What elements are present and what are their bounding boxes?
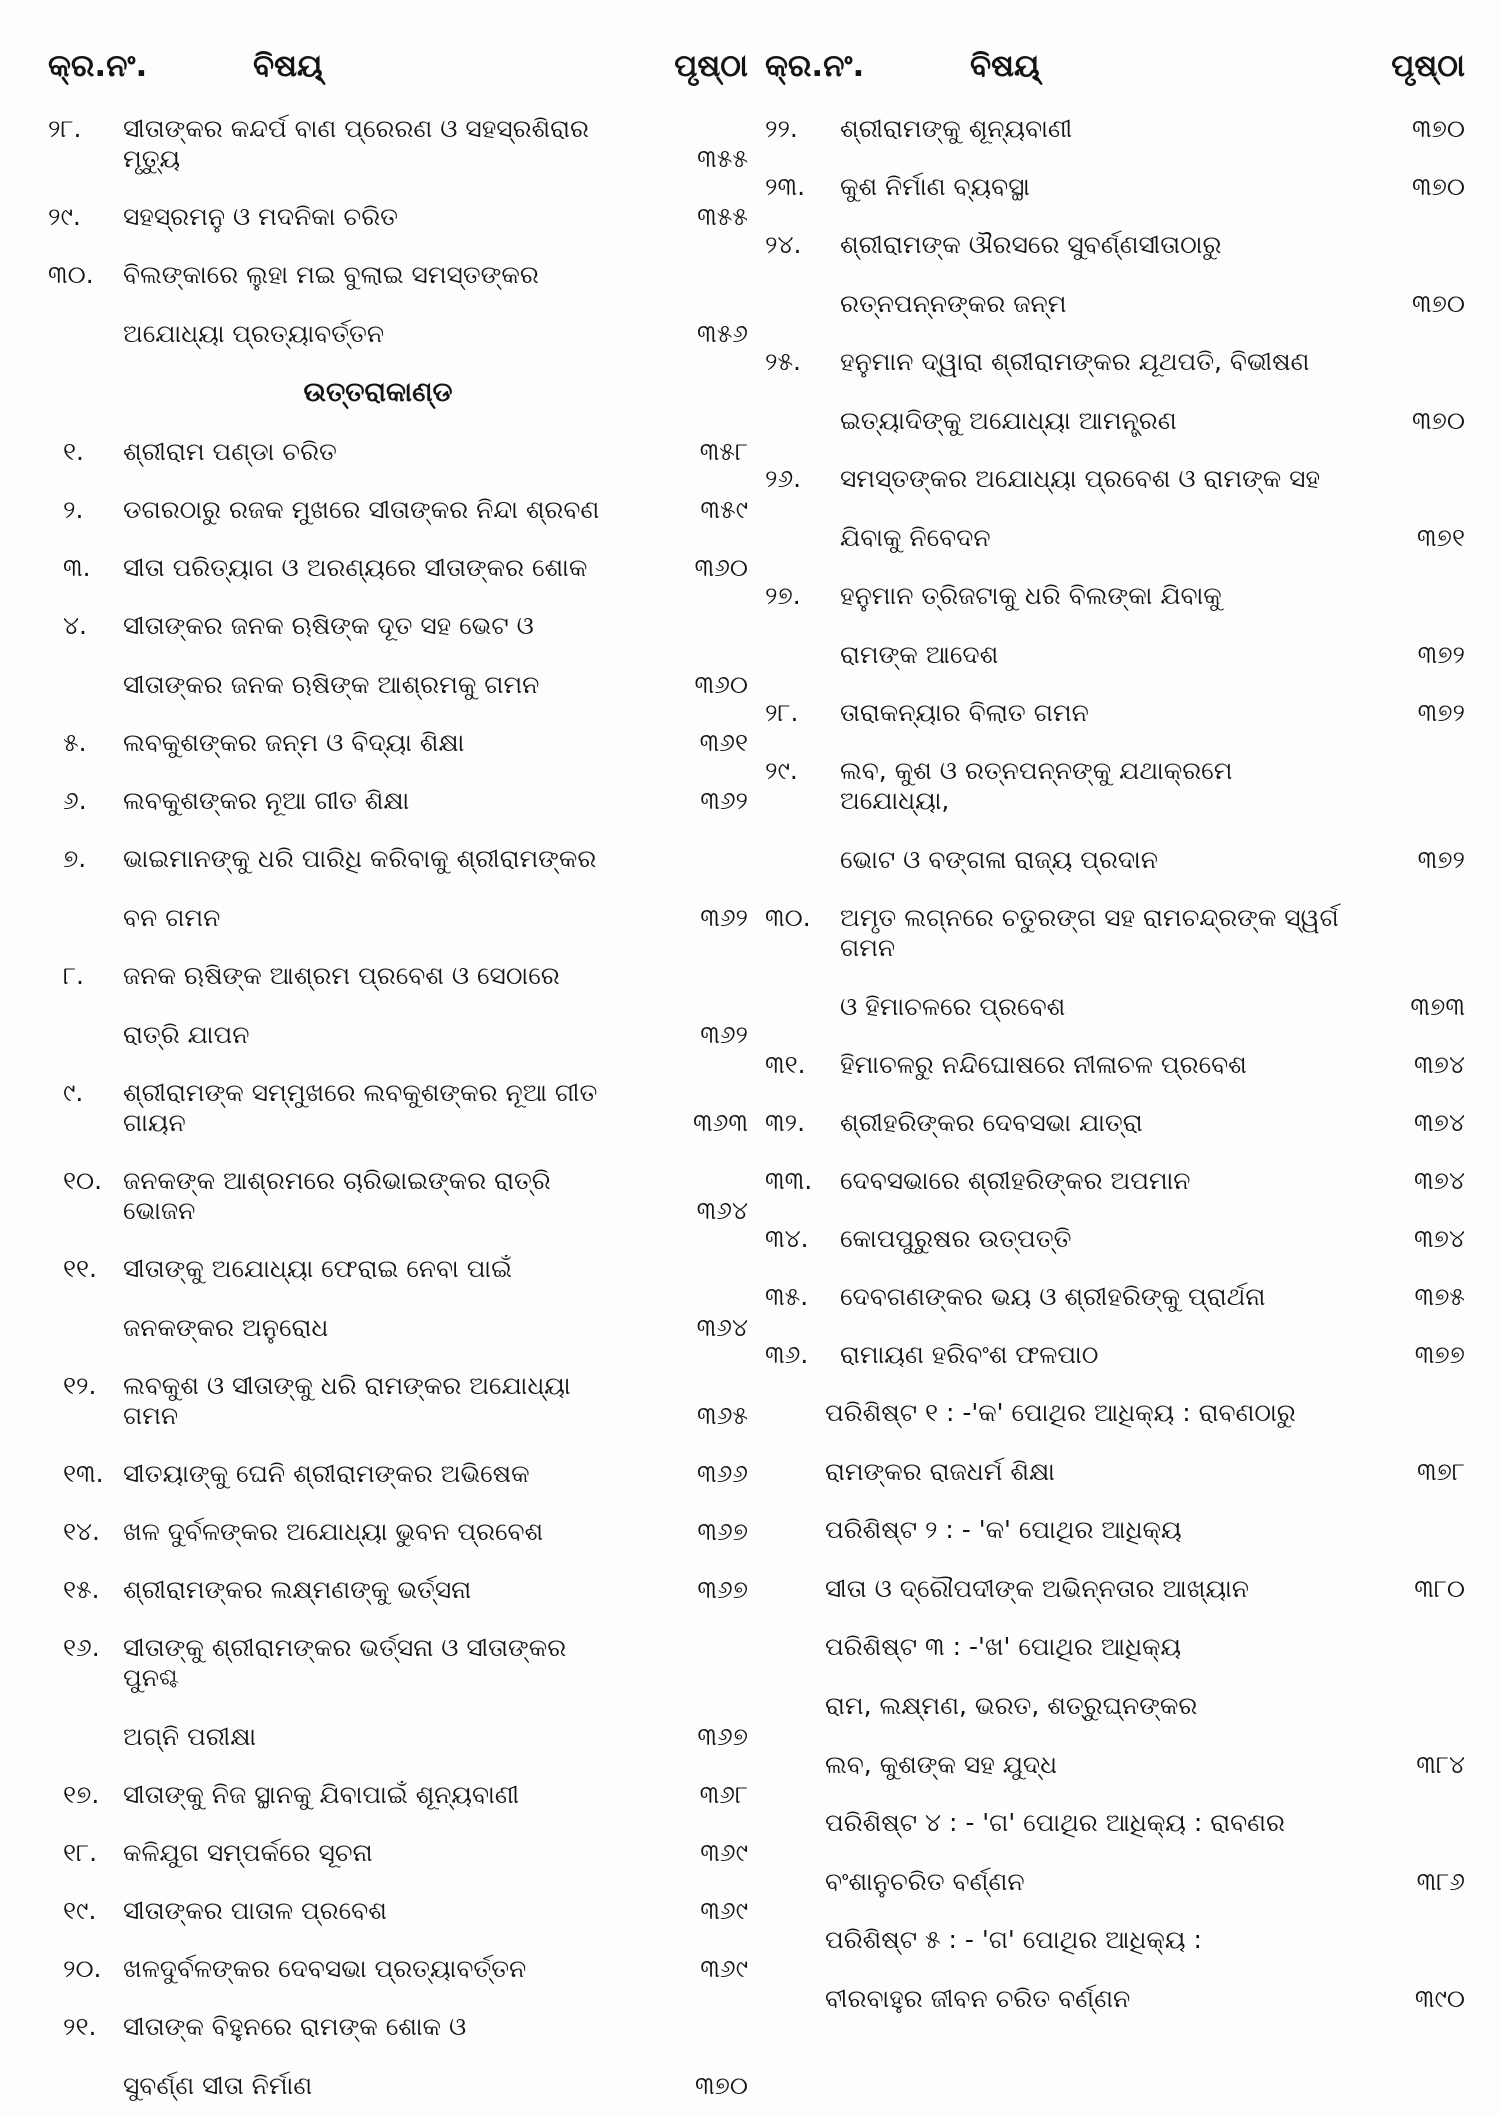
entry-title-line: ଶ୍ରୀରାମ ପଣ୍ଡା ଚରିତ: [123, 437, 337, 466]
entry-title-line: ହନୁମାନ ଦ୍ୱାରା ଶ୍ରୀରାମଙ୍କର ଯୂଥପତି, ବିଭୀଷଣ: [840, 347, 1310, 376]
entry-title-line: ସୀତା ପରିତ୍ୟାଗ ଓ ଅରଣ୍ୟରେ ସୀତାଙ୍କର ଶୋକ: [123, 553, 588, 582]
entry-title-line: ସମସ୍ତଙ୍କର ଅଯୋଧ୍ୟା ପ୍ରବେଶ ଓ ରାମଙ୍କ ସହ: [840, 464, 1321, 493]
entry-title: [123, 260, 630, 349]
toc-entry: [765, 450, 1465, 567]
entry-title-line: ଯିବାକୁ ନିବେଦନ: [840, 523, 991, 552]
entry-number: ୨୯.: [48, 202, 81, 231]
toc-column-left: [48, 40, 748, 2115]
entry-title-line: ସୀତାଙ୍କର ଜନକ ଋଷିଙ୍କ ଦୂତ ସହ ଭେଟ ଓ: [123, 611, 534, 640]
entry-title: [123, 437, 630, 467]
entry-title: [123, 1896, 630, 1926]
entry-title: [840, 230, 1347, 319]
entry-title: [123, 114, 630, 174]
toc-entry: [765, 158, 1465, 216]
toc-entry: [48, 1240, 748, 1357]
entry-title: [825, 1398, 1347, 1487]
entry-title-line: ହିମାଚଳରୁ ନନ୍ଦିଘୋଷରେ ନୀଳାଚଳ ପ୍ରବେଶ: [840, 1050, 1247, 1079]
entry-title-line: ରାମଙ୍କ ଆଦେଶ: [840, 640, 999, 669]
entry-title: [123, 844, 630, 933]
entry-number: ୧୮.: [63, 1838, 98, 1867]
entry-title: [840, 1050, 1347, 1080]
entry-title-line: ସୀତୟାଙ୍କୁ ଘେନି ଶ୍ରୀରାମଙ୍କର ଅଭିଷେକ: [123, 1459, 530, 1488]
entry-title-line: ବନ ଗମନ: [123, 903, 221, 932]
entry-title: [123, 961, 630, 1050]
entry-page-number: ୩୭୦: [694, 2071, 748, 2100]
entry-number: ୨୩.: [765, 172, 806, 201]
entry-title: [840, 464, 1347, 553]
entry-number: ୧୦.: [63, 1166, 103, 1195]
entry-page-number: ୩୯୦: [1414, 1984, 1465, 2013]
toc-entry: [48, 1882, 748, 1940]
entry-page-number: ୩୬୪: [696, 1196, 748, 1225]
entry-title: [123, 728, 630, 758]
entry-page-number: ୩୭୨: [1417, 845, 1465, 874]
entry-page-number: ୩୬୬: [696, 1459, 748, 1488]
entry-page-number: ୩୭୭: [1414, 1340, 1465, 1369]
entry-page-number: ୩୫୫: [697, 144, 748, 173]
entry-page-number: ୩୭୦: [1411, 289, 1465, 318]
toc-entry: [765, 100, 1465, 158]
entry-number: ୨୬.: [765, 464, 802, 493]
entry-number: ୧୧.: [63, 1254, 97, 1283]
toc-entry: [765, 889, 1465, 1036]
entry-page-number: ୩୬୯: [700, 1954, 748, 1983]
entry-number: ୬.: [63, 786, 87, 815]
entry-number: ୩୦.: [48, 260, 94, 289]
entry-title-line: ଜନକ ଋଷିଙ୍କ ଆଶ୍ରମ ପ୍ରବେଶ ଓ ସେଠାରେ: [123, 961, 560, 990]
entry-page-number: ୩୫୬: [697, 319, 748, 348]
entry-page-number: ୩୫୮: [699, 437, 748, 466]
entry-page-number: ୩୭୨: [1417, 640, 1465, 669]
entry-page-number: ୩୬୯: [700, 1838, 748, 1867]
entry-title-line: ସୁବର୍ଣ୍ଣ ସୀତା ନିର୍ମାଣ: [123, 2071, 313, 2100]
toc-entry: [48, 1824, 748, 1882]
entry-number: ୩୫.: [765, 1282, 809, 1311]
entry-number: ୨୮.: [48, 114, 82, 143]
appendix-entry: [765, 1911, 1465, 2028]
entry-title-line: କଳିଯୁଗ ସମ୍ପର୍କରେ ସୂଚନା: [123, 1838, 373, 1867]
entry-page-number: ୩୭୮: [1416, 1457, 1465, 1486]
entry-title-line: ବଂଶାନୁଚରିତ ବର୍ଣ୍ଣନ: [825, 1867, 1025, 1896]
entry-title-line: ରାମ, ଲକ୍ଷ୍ମଣ, ଭରତ, ଶତ୍ରୁଘ୍ନଙ୍କର: [825, 1691, 1198, 1720]
toc-entry: [48, 714, 748, 772]
column-header: [765, 40, 1465, 100]
entry-page-number: ୩୬୦: [694, 670, 748, 699]
entry-title-line: ସୀତାଙ୍କର ଜନକ ଋଷିଙ୍କ ଆଶ୍ରମକୁ ଗମନ: [123, 670, 540, 699]
entry-page-number: ୩୭୧: [1417, 523, 1465, 552]
toc-list-lanka-kanda: [48, 100, 748, 363]
header-subject: ବିଷୟ୍: [253, 48, 323, 84]
entry-page-number: ୩୬୭: [697, 1517, 748, 1546]
entry-number: ୩୬.: [765, 1340, 809, 1369]
entry-page-number: ୩୮୪: [1416, 1750, 1465, 1779]
entry-title-line: ଖଳଦୁର୍ବଳଙ୍କର ଦେବସଭା ପ୍ରତ୍ୟାବର୍ତ୍ତନ: [123, 1954, 527, 1983]
entry-title: [840, 172, 1347, 202]
entry-number: ୧୪.: [63, 1517, 100, 1546]
entry-title: [123, 1575, 630, 1605]
toc-entry: [48, 1503, 748, 1561]
entry-title-line: ସୀତାଙ୍କ ବିହୁନରେ ରାମଙ୍କ ଶୋକ ଓ: [123, 2012, 467, 2041]
toc-entry: [48, 1561, 748, 1619]
entry-page-number: ୩୮୦: [1414, 1574, 1465, 1603]
entry-title-line: ଲବକୁଶ ଓ ସୀତାଙ୍କୁ ଧରି ରାମଙ୍କର ଅଯୋଧ୍ୟା ଗମନ: [123, 1371, 571, 1430]
entry-title-line: ଦେବଗଣଙ୍କର ଭୟ ଓ ଶ୍ରୀହରିଙ୍କୁ ପ୍ରାର୍ଥନା: [840, 1282, 1266, 1311]
toc-entry: [765, 1268, 1465, 1326]
entry-number: ୮.: [63, 961, 84, 990]
entry-title-line: ଲବକୁଶଙ୍କର ଜନ୍ମ ଓ ବିଦ୍ୟା ଶିକ୍ଷା: [123, 728, 465, 757]
entry-number: ୨.: [63, 495, 84, 524]
entry-title-line: ଶ୍ରୀରାମଙ୍କ ଔରସରେ ସୁବର୍ଣ୍ଣସୀତାଠାରୁ: [840, 230, 1222, 259]
entry-title-line: ପରିଶିଷ୍ଟ ୧ : -'କ' ପୋଥିର ଆଧିକ୍ୟ : ରାବଣଠାରୁ: [825, 1398, 1296, 1427]
entry-page-number: ୩୬୨: [700, 1020, 748, 1049]
entry-title: [123, 1254, 630, 1343]
entry-page-number: ୩୬୨: [700, 786, 748, 815]
toc-entry: [48, 1940, 748, 1998]
entry-number: ୧୬.: [63, 1633, 100, 1662]
entry-title-line: ହନୁମାନ ତ୍ରିଜଟାକୁ ଧରି ବିଲଙ୍କା ଯିବାକୁ: [840, 581, 1222, 610]
header-page: ପୃଷ୍ଠା: [674, 48, 748, 84]
toc-list-right: [765, 100, 1465, 1384]
entry-page-number: ୩୬୭: [697, 1575, 748, 1604]
entry-title-line: ଶ୍ରୀହରିଙ୍କର ଦେବସଭା ଯାତ୍ରା: [840, 1108, 1143, 1137]
entry-page-number: ୩୭୪: [1414, 1108, 1465, 1137]
entry-title-line: ରାମାୟଣ ହରିବଂଶ ଫଳପାଠ: [840, 1340, 1099, 1369]
toc-entry: [765, 1210, 1465, 1268]
entry-number: ୫.: [63, 728, 87, 757]
entry-page-number: ୩୭୫: [1414, 1282, 1465, 1311]
toc-column-right: [765, 40, 1465, 2028]
entry-page-number: ୩୭୦: [1411, 172, 1465, 201]
entry-page-number: ୩୬୧: [699, 728, 748, 757]
entry-title: [825, 1808, 1347, 1897]
entry-title: [840, 347, 1347, 436]
entry-title: [123, 202, 630, 232]
entry-title: [123, 1838, 630, 1868]
entry-number: ୩୩.: [765, 1166, 813, 1195]
entry-number: ୩୧.: [765, 1050, 806, 1079]
entry-title-line: ଶ୍ରୀରାମଙ୍କ ସମ୍ମୁଖରେ ଲବକୁଶଙ୍କର ନୂଆ ଗୀତ ଗାୟନ: [123, 1078, 598, 1137]
entry-title: [123, 1459, 630, 1489]
entry-title-line: ଇତ୍ୟାଦିଙ୍କୁ ଅଯୋଧ୍ୟା ଆମନ୍ତ୍ରଣ: [840, 406, 1177, 435]
entry-number: ୩୪.: [765, 1224, 809, 1253]
header-serial-number: କ୍ର.ନଂ.: [765, 48, 865, 84]
entry-title-line: ସୀତାଙ୍କର ପାତାଳ ପ୍ରବେଶ: [123, 1896, 387, 1925]
toc-entry: [765, 1094, 1465, 1152]
entry-title-line: ସୀତା ଓ ଦ୍ରୌପଦୀଙ୍କ ଅଭିନ୍ନତାର ଆଖ୍ୟାନ: [825, 1574, 1249, 1603]
toc-entry: [765, 684, 1465, 742]
entry-title: [123, 1954, 630, 1984]
toc-entry: [48, 947, 748, 1064]
appendix-entry: [765, 1384, 1465, 1501]
entry-number: ୨୪.: [765, 230, 802, 259]
entry-title: [123, 1371, 630, 1431]
entry-page-number: ୩୬୯: [700, 1896, 748, 1925]
entry-number: ୧୩.: [63, 1459, 104, 1488]
toc-entry: [48, 246, 748, 363]
entry-title-line: କୋପପୁରୁଷର ଉତ୍ପତ୍ତି: [840, 1224, 1072, 1253]
entry-page-number: ୩୭୦: [1411, 114, 1465, 143]
entry-title-line: ସହସ୍ରମନୁ ଓ ମଦନିକା ଚରିତ: [123, 202, 398, 231]
toc-entry: [48, 1064, 748, 1152]
entry-title: [123, 1166, 630, 1226]
entry-title-line: ଡଗରଠାରୁ ରଜକ ମୁଖରେ ସୀତାଙ୍କର ନିନ୍ଦା ଶ୍ରବଣ: [123, 495, 600, 524]
entry-title: [123, 1633, 630, 1752]
entry-number: ୧୨.: [63, 1371, 97, 1400]
entry-page-number: ୩୭୪: [1414, 1050, 1465, 1079]
entry-title-line: ଲବ, କୁଶଙ୍କ ସହ ଯୁଦ୍ଧ: [825, 1750, 1058, 1779]
entry-title: [840, 756, 1347, 875]
entry-title-line: ଅଗ୍ନି ପରୀକ୍ଷା: [123, 1722, 257, 1751]
entry-number: ୨୯.: [765, 756, 798, 785]
toc-entry: [765, 1036, 1465, 1094]
appendix-entry: [765, 1618, 1465, 1794]
entry-page-number: ୩୭୪: [1414, 1166, 1465, 1195]
entry-title-line: ଓ ହିମାଚଳରେ ପ୍ରବେଶ: [840, 992, 1066, 1021]
toc-entry: [48, 188, 748, 246]
toc-entry: [48, 772, 748, 830]
entry-page-number: ୩୬୫: [697, 1401, 748, 1430]
entry-title-line: ଅମୃତ ଲଗ୍ନରେ ଚତୁରଙ୍ଗ ସହ ରାମଚନ୍ଦ୍ରଙ୍କ ସ୍ୱର୍ଗ ଗମନ: [840, 903, 1339, 962]
entry-number: ୨୨.: [765, 114, 798, 143]
entry-title: [840, 1340, 1347, 1370]
appendix-entry: [765, 1501, 1465, 1618]
header-serial-number: କ୍ର.ନଂ.: [48, 48, 148, 84]
entry-title-line: ବିଲଙ୍କାରେ ଲୁହା ମଇ ବୁଲାଇ ସମସ୍ତଙ୍କର: [123, 260, 539, 289]
entry-title-line: ଅଯୋଧ୍ୟା ପ୍ରତ୍ୟାବର୍ତ୍ତନ: [123, 319, 385, 348]
entry-title: [123, 1517, 630, 1547]
entry-title: [123, 611, 630, 700]
entry-title-line: ଖଳ ଦୁର୍ବଳଙ୍କର ଅଯୋଧ୍ୟା ଭୁବନ ପ୍ରବେଶ: [123, 1517, 544, 1546]
entry-title-line: ଶ୍ରୀରାମଙ୍କର ଲକ୍ଷ୍ମଣଙ୍କୁ ଭର୍ତ୍ସନା: [123, 1575, 472, 1604]
entry-title: [840, 1108, 1347, 1138]
entry-title: [825, 1515, 1347, 1604]
toc-entry: [48, 830, 748, 947]
entry-number: ୩୨.: [765, 1108, 806, 1137]
entry-number: ୯.: [63, 1078, 84, 1107]
entry-title-line: ଶ୍ରୀରାମଙ୍କୁ ଶୂନ୍ୟବାଣୀ: [840, 114, 1073, 143]
entry-title-line: ତାରାକନ୍ୟାର ବିଲାତ ଗମନ: [840, 698, 1089, 727]
toc-entry: [48, 481, 748, 539]
entry-title: [123, 1780, 630, 1810]
entry-page-number: ୩୬୮: [699, 1780, 748, 1809]
toc-entry: [48, 1766, 748, 1824]
entry-title-line: ଜନକଙ୍କ ଆଶ୍ରମରେ ଚାରିଭାଇଙ୍କର ରାତ୍ରି ଭୋଜନ: [123, 1166, 551, 1225]
entry-number: ୧.: [63, 437, 84, 466]
entry-title: [825, 1632, 1347, 1780]
header-subject: ବିଷୟ୍: [970, 48, 1040, 84]
appendix-entry: [765, 1794, 1465, 1911]
entry-page-number: ୩୬୪: [696, 1313, 748, 1342]
entry-title-line: କୁଶ ନିର୍ମାଣ ବ୍ୟବସ୍ଥା: [840, 172, 1030, 201]
toc-entry: [48, 423, 748, 481]
header-page: ପୃଷ୍ଠା: [1391, 48, 1465, 84]
entry-title-line: ସୀତାଙ୍କୁ ନିଜ ସ୍ଥାନକୁ ଯିବାପାଇଁ ଶୂନ୍ୟବାଣୀ: [123, 1780, 520, 1809]
toc-entry: [48, 1445, 748, 1503]
entry-page-number: ୩୭୩: [1410, 992, 1465, 1021]
toc-entry: [48, 1998, 748, 2115]
entry-number: ୭.: [63, 844, 87, 873]
entry-title: [123, 553, 630, 583]
entry-title-line: ଭୋଟ ଓ ବଙ୍ଗଳା ରାଜ୍ୟ ପ୍ରଦାନ: [840, 845, 1158, 874]
entry-title-line: ଲବ, କୁଶ ଓ ରତ୍ନପନ୍ନଙ୍କୁ ଯଥାକ୍ରମେ ଅଯୋଧ୍ୟା,: [840, 756, 1233, 815]
entry-title-line: ପରିଶିଷ୍ଟ ୩ : -'ଖ' ପୋଥିର ଆଧିକ୍ୟ: [825, 1632, 1182, 1661]
entry-page-number: ୩୫୫: [697, 202, 748, 231]
toc-entry: [765, 742, 1465, 889]
entry-title-line: ରତ୍ନପନ୍ନଙ୍କର ଜନ୍ମ: [840, 289, 1067, 318]
entry-title: [840, 698, 1347, 728]
entry-title: [840, 903, 1347, 1022]
entry-page-number: ୩୭୪: [1414, 1224, 1465, 1253]
entry-title: [123, 2012, 630, 2101]
entry-number: ୧୯.: [63, 1896, 97, 1925]
toc-entry: [48, 1152, 748, 1240]
entry-title-line: ଲବକୁଶଙ୍କର ନୂଆ ଗୀତ ଶିକ୍ଷା: [123, 786, 410, 815]
entry-title: [840, 1224, 1347, 1254]
entry-page-number: ୩୭୦: [1411, 406, 1465, 435]
entry-title-line: ରାତ୍ରି ଯାପନ: [123, 1020, 250, 1049]
entry-page-number: ୩୬୨: [700, 903, 748, 932]
entry-page-number: ୩୬୩: [692, 1108, 748, 1137]
entry-title: [825, 1925, 1347, 2014]
toc-entry: [48, 539, 748, 597]
section-title: ଉତ୍ତରାକାଣ୍ଡ: [303, 377, 453, 408]
entry-page-number: ୩୫୯: [700, 495, 748, 524]
entry-page-number: ୩୬୭: [697, 1722, 748, 1751]
toc-entry: [765, 216, 1465, 333]
entry-number: ୨୫.: [765, 347, 801, 376]
entry-title-line: ପରିଶିଷ୍ଟ ୪ : - 'ଗ' ପୋଥିର ଆଧିକ୍ୟ : ରାବଣର: [825, 1808, 1286, 1837]
entry-title: [123, 786, 630, 816]
toc-entry: [48, 1357, 748, 1445]
entry-title-line: ବୀରବାହୁର ଜୀବନ ଚରିତ ବର୍ଣ୍ଣନ: [825, 1984, 1131, 2013]
entry-title-line: ଭାଇମାନଙ୍କୁ ଧରି ପାରିଧି କରିବାକୁ ଶ୍ରୀରାମଙ୍କର: [123, 844, 597, 873]
entry-number: ୪.: [63, 611, 87, 640]
entry-title-line: ସୀତାଙ୍କୁ ଅଯୋଧ୍ୟା ଫେରାଇ ନେବା ପାଇଁ: [123, 1254, 512, 1283]
entry-page-number: ୩୬୦: [694, 553, 748, 582]
entry-title-line: ସୀତାଙ୍କୁ ଶ୍ରୀରାମଙ୍କର ଭର୍ତ୍ସନା ଓ ସୀତାଙ୍କର ପୁନଶ୍ଚ: [123, 1633, 567, 1692]
entry-title-line: ଦେବସଭାରେ ଶ୍ରୀହରିଙ୍କର ଅପମାନ: [840, 1166, 1191, 1195]
entry-title-line: ରାମଙ୍କର ରାଜଧର୍ମ ଶିକ୍ଷା: [825, 1457, 1055, 1486]
entry-title: [840, 1282, 1347, 1312]
toc-entry: [765, 567, 1465, 684]
entry-number: ୨୭.: [765, 581, 801, 610]
entry-title: [123, 1078, 630, 1138]
entry-title-line: ସୀତାଙ୍କର କନ୍ଦର୍ପ ବାଣ ପ୍ରେରଣ ଓ ସହସ୍ରଶିରାର ମୃତ୍ୟୁ: [123, 114, 589, 173]
entry-title: [840, 114, 1347, 144]
entry-title-line: ପରିଶିଷ୍ଟ ୨ : - 'କ' ପୋଥିର ଆଧିକ୍ୟ: [825, 1515, 1182, 1544]
entry-number: ୨୧.: [63, 2012, 97, 2041]
entry-page-number: ୩୮୬: [1416, 1867, 1465, 1896]
entry-page-number: ୩୭୨: [1417, 698, 1465, 727]
entry-title: [840, 1166, 1347, 1196]
appendix-list: [765, 1384, 1465, 2028]
toc-entry: [765, 1326, 1465, 1384]
toc-entry: [48, 597, 748, 714]
column-header: [48, 40, 748, 100]
entry-number: ୩.: [63, 553, 91, 582]
entry-title: [840, 581, 1347, 670]
toc-entry: [48, 100, 748, 188]
toc-list-uttara-kanda: [48, 423, 748, 2115]
entry-number: ୨୦.: [63, 1954, 102, 1983]
entry-number: ୩୦.: [765, 903, 811, 932]
toc-entry: [765, 1152, 1465, 1210]
toc-entry: [48, 1619, 748, 1766]
entry-title-line: ପରିଶିଷ୍ଟ ୫ : - 'ଗ' ପୋଥିର ଆଧିକ୍ୟ :: [825, 1925, 1202, 1954]
entry-title: [123, 495, 630, 525]
entry-number: ୨୮.: [765, 698, 799, 727]
entry-number: ୧୭.: [63, 1780, 100, 1809]
toc-entry: [765, 333, 1465, 450]
entry-number: ୧୫.: [63, 1575, 100, 1604]
entry-title-line: ଜନକଙ୍କର ଅନୁରୋଧ: [123, 1313, 329, 1342]
